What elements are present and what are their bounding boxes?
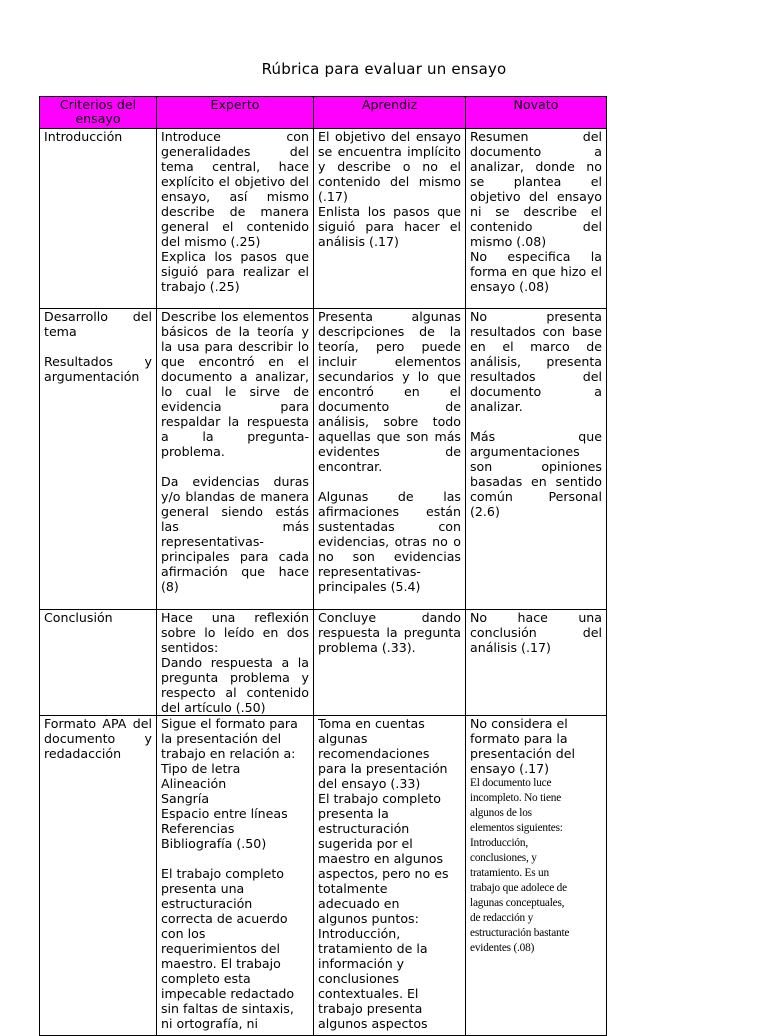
novato-serif-block [470,776,602,956]
criterio-cell [40,716,157,1036]
novato-cell [466,309,607,610]
novato-line: elementos siguientes: [470,822,563,834]
rubric-table [39,96,607,1036]
aprendiz-line: aspectos, pero no es [318,866,449,881]
header-aprendiz-label: Aprendiz [361,98,418,112]
aprendiz-line: contextuales. El [318,986,419,1001]
experto-text: Describe los elementos básicos de la teoría y la usa para describir lo que encontró en el documento a analizar, lo cual le sirve de evidencia para respaldar la respuesta a la pregunta-problema. [161,309,309,459]
experto-line: Sangría [161,791,210,806]
criterio-text: Desarrollo del tema [44,309,152,339]
novato-cell [466,610,607,716]
novato-cell [466,716,607,1036]
table-row [40,309,607,610]
novato-text: No hace una conclusión del análisis (.17) [470,610,602,655]
aprendiz-cell [314,129,466,309]
criterio-text: Formato APA del documento y redadacción [44,716,152,761]
aprendiz-line: trabajo presenta [318,1001,423,1016]
experto-line: Tipo de letra [161,761,241,776]
experto-text: Dando respuesta a la pregunta problema y respecto al contenido del artículo (.50) [161,655,309,715]
experto-text: Introduce con generalidades del tema central, hace explícito el objetivo del ensayo, así mismo describe de manera general el contenido del mismo (.25) [161,129,309,249]
aprendiz-cell [314,610,466,716]
novato-line: algunos de los [470,807,532,819]
novato-line: trabajo que adolece de [470,882,567,894]
experto-line: impecable redactado [161,986,295,1001]
experto-line: correcta de acuerdo [161,911,288,926]
novato-text: No presenta resultados con base en el marco de análisis, presenta resultados del documento a analizar. [470,309,602,414]
novato-line: El documento luce [470,777,552,789]
experto-line: completo esta [161,971,251,986]
experto-line: Espacio entre líneas [161,806,288,821]
experto-line: ni ortografía, ni [161,1016,259,1031]
criterio-text: Resultados y argumentación [44,354,152,384]
experto-cell [157,716,314,1036]
novato-line: lagunas conceptuales, [470,897,565,909]
experto-text: Hace una reflexión sobre lo leído en dos sentidos: [161,610,309,655]
novato-line: estructuración bastante [470,927,570,939]
criterio-text: Conclusión [44,610,113,625]
novato-cell [466,129,607,309]
spacer [470,414,602,429]
page-title: Rúbrica para evaluar un ensayo [261,60,507,78]
experto-line: maestro. El trabajo [161,956,281,971]
spacer [161,851,309,866]
header-novato-label: Novato [513,98,559,112]
aprendiz-text: Concluye dando respuesta la pregunta problema (.33). [318,610,461,655]
criterio-cell [40,309,157,610]
novato-line: conclusiones, y [470,852,537,864]
aprendiz-line: maestro en algunos [318,851,444,866]
experto-text: Explica los pasos que siguió para realizar el trabajo (.25) [161,249,309,294]
experto-cell [157,610,314,716]
experto-cell [157,309,314,610]
aprendiz-text: Toma en cuentas algunas recomendaciones para la presentación del ensayo (.33) [318,716,448,791]
criterio-cell [40,610,157,716]
header-experto [157,97,314,129]
spacer [161,459,309,474]
aprendiz-line: tratamiento de la [318,941,428,956]
criterio-text: Introducción [44,129,123,144]
aprendiz-line: adecuado en [318,896,400,911]
aprendiz-line: sugerida por el [318,836,413,851]
aprendiz-line: algunos puntos: [318,911,419,926]
aprendiz-text: Algunas de las afirmaciones están sustentadas con evidencias, otras no o no son evidencias representativas-principales (5.4) [318,489,461,594]
aprendiz-line: información y [318,956,405,971]
experto-line: presenta una [161,881,245,896]
aprendiz-text: El objetivo del ensayo se encuentra implícito y describe o no el contenido del mismo (.17) [318,129,461,204]
header-criterios-label: Criterios del ensayo [59,98,137,126]
aprendiz-cell [314,309,466,610]
experto-line: sin faltas de sintaxis, [161,1001,294,1016]
header-row [40,97,607,129]
novato-line: incompleto. No tiene [470,792,562,804]
novato-line: tratamiento. Es un [470,867,549,879]
experto-line: con los [161,926,206,941]
table-row [40,610,607,716]
experto-line: Referencias [161,821,235,836]
table-row [40,129,607,309]
header-experto-label: Experto [210,98,260,112]
experto-text: Da evidencias duras y/o blandas de manera general siendo estás las más representativas-principales para cada afirmación que hace (8) [161,474,309,594]
novato-text: Resumen del documento a analizar, donde no se plantea el objetivo del ensayo ni se describe el contenido del mismo (.08) [470,129,602,249]
aprendiz-text: Presenta algunas descripciones de la teoría, pero puede incluir elementos secundarios y lo que encontró en el documento de análisis, sobre todo aquellas que son más evidentes de encontrar. [318,309,461,474]
experto-line: Bibliografía (.50) [161,836,267,851]
novato-text: No considera el formato para la presentación del ensayo (.17) [470,716,575,776]
novato-text: Más que argumentaciones son opiniones basadas en sentido común Personal (2.6) [470,429,602,519]
aprendiz-text: Enlista los pasos que siguió para hacer el análisis (.17) [318,204,461,249]
novato-text: No especifica la forma en que hizo el ensayo (.08) [470,249,602,294]
experto-line: estructuración [161,896,253,911]
aprendiz-line: Introducción, [318,926,401,941]
novato-line: Introducción, [470,837,528,849]
experto-line: Alineación [161,776,227,791]
novato-line: de redacción y [470,912,534,924]
experto-line: El trabajo completo [161,866,284,881]
header-criterios [40,97,157,129]
novato-line: evidentes (.08) [470,942,535,954]
experto-line: requerimientos del [161,941,280,956]
header-novato [466,97,607,129]
aprendiz-line: El trabajo completo [318,791,441,806]
table-row [40,716,607,1036]
aprendiz-line: presenta la [318,806,389,821]
aprendiz-line: algunos aspectos [318,1016,428,1031]
experto-text: Sigue el formato para la presentación del trabajo en relación a: [161,716,298,761]
spacer [44,339,152,354]
spacer [318,474,461,489]
experto-cell [157,129,314,309]
aprendiz-line: totalmente [318,881,388,896]
header-aprendiz [314,97,466,129]
aprendiz-line: conclusiones [318,971,400,986]
aprendiz-line: estructuración [318,821,410,836]
criterio-cell [40,129,157,309]
aprendiz-cell [314,716,466,1036]
